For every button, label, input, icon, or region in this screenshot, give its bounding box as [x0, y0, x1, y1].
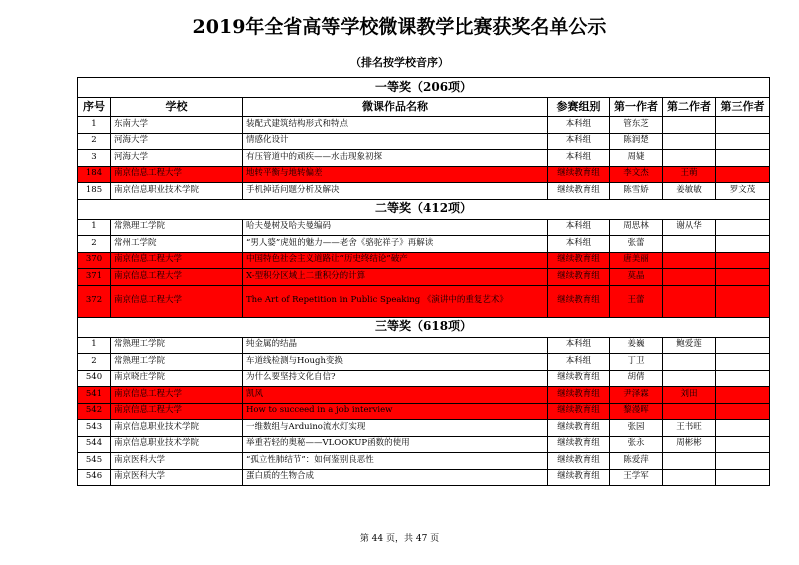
- group-cell: 本科组: [548, 117, 610, 134]
- second-author-cell: [663, 370, 716, 387]
- group-cell: 继续教育组: [548, 166, 610, 183]
- group-cell: 继续教育组: [548, 469, 610, 486]
- second-author-cell: 鲍爱莲: [663, 337, 716, 354]
- column-header: 第三作者: [716, 98, 770, 117]
- section-heading: [78, 317, 770, 337]
- page-subtitle: （排名按学校音序）: [350, 56, 449, 69]
- third-author-cell: [716, 285, 770, 317]
- second-author-cell: 姜敏敏: [663, 183, 716, 200]
- school-cell: 南京医科大学: [111, 453, 243, 470]
- second-author-cell: 刘田: [663, 387, 716, 404]
- row-number-cell: 1: [78, 117, 111, 134]
- row-number-cell: 544: [78, 436, 111, 453]
- group-cell: 本科组: [548, 354, 610, 371]
- second-author-cell: 谢从华: [663, 219, 716, 236]
- first-author-cell: 张园: [610, 420, 663, 437]
- school-cell: 河海大学: [111, 133, 243, 150]
- school-cell: 常州工学院: [111, 236, 243, 253]
- first-author-cell: 黎漫晖: [610, 403, 663, 420]
- school-cell: 常熟理工学院: [111, 337, 243, 354]
- row-number-cell: 543: [78, 420, 111, 437]
- row-number-cell: 3: [78, 150, 111, 167]
- first-author-cell: 张蕾: [610, 236, 663, 253]
- first-author-cell: 王学军: [610, 469, 663, 486]
- row-number-cell: 546: [78, 469, 111, 486]
- row-number-cell: 540: [78, 370, 111, 387]
- second-author-cell: [663, 150, 716, 167]
- row-number-cell: 370: [78, 252, 111, 269]
- row-number-cell: 1: [78, 219, 111, 236]
- school-cell: 常熟理工学院: [111, 354, 243, 371]
- table-row: [78, 469, 770, 486]
- second-author-cell: [663, 236, 716, 253]
- third-author-cell: [716, 387, 770, 404]
- group-cell: 继续教育组: [548, 269, 610, 286]
- table-row: [78, 370, 770, 387]
- table-row: [78, 252, 770, 269]
- work-title-cell: 一维数组与Arduino流水灯实现: [243, 420, 548, 437]
- work-title-cell: 哈夫曼树及哈夫曼编码: [243, 219, 548, 236]
- table-header-row: [78, 98, 770, 117]
- school-cell: 南京信息工程大学: [111, 269, 243, 286]
- row-number-cell: 2: [78, 354, 111, 371]
- third-author-cell: [716, 436, 770, 453]
- second-author-cell: [663, 133, 716, 150]
- third-author-cell: [716, 219, 770, 236]
- second-author-cell: [663, 469, 716, 486]
- section-heading: [78, 199, 770, 219]
- school-cell: 南京信息工程大学: [111, 387, 243, 404]
- table-row: [78, 420, 770, 437]
- row-number-cell: 2: [78, 133, 111, 150]
- column-header: 微课作品名称: [243, 98, 548, 117]
- work-title-cell: 蛋白质的生物合成: [243, 469, 548, 486]
- work-title-cell: “男人婆”虎妞的魅力——老舍《骆驼祥子》再解读: [243, 236, 548, 253]
- work-title-cell: The Art of Repetition in Public Speaking 《演讲中的重复艺术》: [243, 285, 548, 317]
- column-header: 学校: [111, 98, 243, 117]
- page-footer: 第 44 页，共 47 页: [359, 534, 440, 544]
- work-title-cell: 地转平衡与地转偏差: [243, 166, 548, 183]
- third-author-cell: [716, 269, 770, 286]
- table-row: [78, 236, 770, 253]
- table-row: [78, 133, 770, 150]
- third-author-cell: [716, 133, 770, 150]
- school-cell: 南京信息职业技术学院: [111, 183, 243, 200]
- school-cell: 南京信息工程大学: [111, 252, 243, 269]
- third-author-cell: [716, 420, 770, 437]
- first-author-cell: 陈爱萍: [610, 453, 663, 470]
- row-number-cell: 541: [78, 387, 111, 404]
- group-cell: 继续教育组: [548, 436, 610, 453]
- group-cell: 本科组: [548, 337, 610, 354]
- row-number-cell: 2: [78, 236, 111, 253]
- school-cell: 南京信息职业技术学院: [111, 436, 243, 453]
- third-author-cell: [716, 166, 770, 183]
- column-header: 第一作者: [610, 98, 663, 117]
- third-author-cell: [716, 150, 770, 167]
- table-row: [78, 403, 770, 420]
- group-cell: 继续教育组: [548, 420, 610, 437]
- first-author-cell: 尹泽霖: [610, 387, 663, 404]
- table-row: [78, 354, 770, 371]
- first-author-cell: 张永: [610, 436, 663, 453]
- third-author-cell: [716, 453, 770, 470]
- table-row: [78, 166, 770, 183]
- table-row: [78, 183, 770, 200]
- table-row: [78, 219, 770, 236]
- first-author-cell: 周婕: [610, 150, 663, 167]
- school-cell: 南京信息职业技术学院: [111, 420, 243, 437]
- section-heading: [78, 78, 770, 98]
- group-cell: 本科组: [548, 133, 610, 150]
- work-title-cell: 纯金属的结晶: [243, 337, 548, 354]
- row-number-cell: 185: [78, 183, 111, 200]
- table-row: [78, 285, 770, 317]
- work-title-cell: 凯风: [243, 387, 548, 404]
- first-author-cell: 胡倩: [610, 370, 663, 387]
- first-author-cell: 丁卫: [610, 354, 663, 371]
- school-cell: 南京信息工程大学: [111, 166, 243, 183]
- row-number-cell: 372: [78, 285, 111, 317]
- third-author-cell: [716, 337, 770, 354]
- work-title-cell: “孤立性肺结节”：如何鉴别良恶性: [243, 453, 548, 470]
- third-author-cell: [716, 403, 770, 420]
- second-author-cell: 王萌: [663, 166, 716, 183]
- group-cell: 继续教育组: [548, 252, 610, 269]
- school-cell: 南京晓庄学院: [111, 370, 243, 387]
- group-cell: 本科组: [548, 219, 610, 236]
- school-cell: 南京信息工程大学: [111, 285, 243, 317]
- second-author-cell: [663, 252, 716, 269]
- row-number-cell: 184: [78, 166, 111, 183]
- column-header: 参赛组别: [548, 98, 610, 117]
- section-title: 一等奖（206项）: [78, 78, 770, 98]
- third-author-cell: 罗文茂: [716, 183, 770, 200]
- third-author-cell: [716, 117, 770, 134]
- work-title-cell: 车道线检测与Hough变换: [243, 354, 548, 371]
- group-cell: 本科组: [548, 150, 610, 167]
- group-cell: 继续教育组: [548, 285, 610, 317]
- first-author-cell: 陈雪娇: [610, 183, 663, 200]
- second-author-cell: [663, 453, 716, 470]
- table-row: [78, 117, 770, 134]
- work-title-cell: How to succeed in a job interview: [243, 403, 548, 420]
- section-title: 三等奖（618项）: [78, 317, 770, 337]
- first-author-cell: 唐美丽: [610, 252, 663, 269]
- school-cell: 常熟理工学院: [111, 219, 243, 236]
- second-author-cell: [663, 117, 716, 134]
- group-cell: 继续教育组: [548, 183, 610, 200]
- table-row: [78, 337, 770, 354]
- work-title-cell: 手机掉话问题分析及解决: [243, 183, 548, 200]
- table-row: [78, 269, 770, 286]
- second-author-cell: [663, 285, 716, 317]
- group-cell: 继续教育组: [548, 370, 610, 387]
- first-author-cell: 姜巍: [610, 337, 663, 354]
- second-author-cell: [663, 403, 716, 420]
- first-author-cell: 王蕾: [610, 285, 663, 317]
- group-cell: 本科组: [548, 236, 610, 253]
- first-author-cell: 管东芝: [610, 117, 663, 134]
- row-number-cell: 1: [78, 337, 111, 354]
- first-author-cell: 陈润楚: [610, 133, 663, 150]
- group-cell: 继续教育组: [548, 403, 610, 420]
- column-header: 第二作者: [663, 98, 716, 117]
- work-title-cell: 装配式建筑结构形式和特点: [243, 117, 548, 134]
- section-title: 二等奖（412项）: [78, 199, 770, 219]
- award-table: [77, 77, 770, 486]
- first-author-cell: 周思林: [610, 219, 663, 236]
- first-author-cell: 李文杰: [610, 166, 663, 183]
- row-number-cell: 371: [78, 269, 111, 286]
- group-cell: 继续教育组: [548, 387, 610, 404]
- column-header: 序号: [78, 98, 111, 117]
- work-title-cell: 为什么要坚持文化自信?: [243, 370, 548, 387]
- table-row: [78, 150, 770, 167]
- work-title-cell: X-型积分区域上二重积分的计算: [243, 269, 548, 286]
- work-title-cell: 情感化设计: [243, 133, 548, 150]
- table-row: [78, 387, 770, 404]
- work-title-cell: 举重若轻的奥秘——VLOOKUP函数的使用: [243, 436, 548, 453]
- third-author-cell: [716, 252, 770, 269]
- third-author-cell: [716, 354, 770, 371]
- third-author-cell: [716, 236, 770, 253]
- row-number-cell: 542: [78, 403, 111, 420]
- school-cell: 河海大学: [111, 150, 243, 167]
- first-author-cell: 莫晶: [610, 269, 663, 286]
- second-author-cell: 周彬彬: [663, 436, 716, 453]
- group-cell: 继续教育组: [548, 453, 610, 470]
- table-row: [78, 436, 770, 453]
- table-row: [78, 453, 770, 470]
- second-author-cell: [663, 269, 716, 286]
- third-author-cell: [716, 370, 770, 387]
- row-number-cell: 545: [78, 453, 111, 470]
- second-author-cell: 王书旺: [663, 420, 716, 437]
- work-title-cell: 中国特色社会主义道路让“历史终结论”破产: [243, 252, 548, 269]
- page-title: 2019年全省高等学校微课教学比赛获奖名单公示: [192, 16, 607, 38]
- second-author-cell: [663, 354, 716, 371]
- school-cell: 南京医科大学: [111, 469, 243, 486]
- school-cell: 南京信息工程大学: [111, 403, 243, 420]
- work-title-cell: 有压管道中的顽疾——水击现象初探: [243, 150, 548, 167]
- third-author-cell: [716, 469, 770, 486]
- school-cell: 东南大学: [111, 117, 243, 134]
